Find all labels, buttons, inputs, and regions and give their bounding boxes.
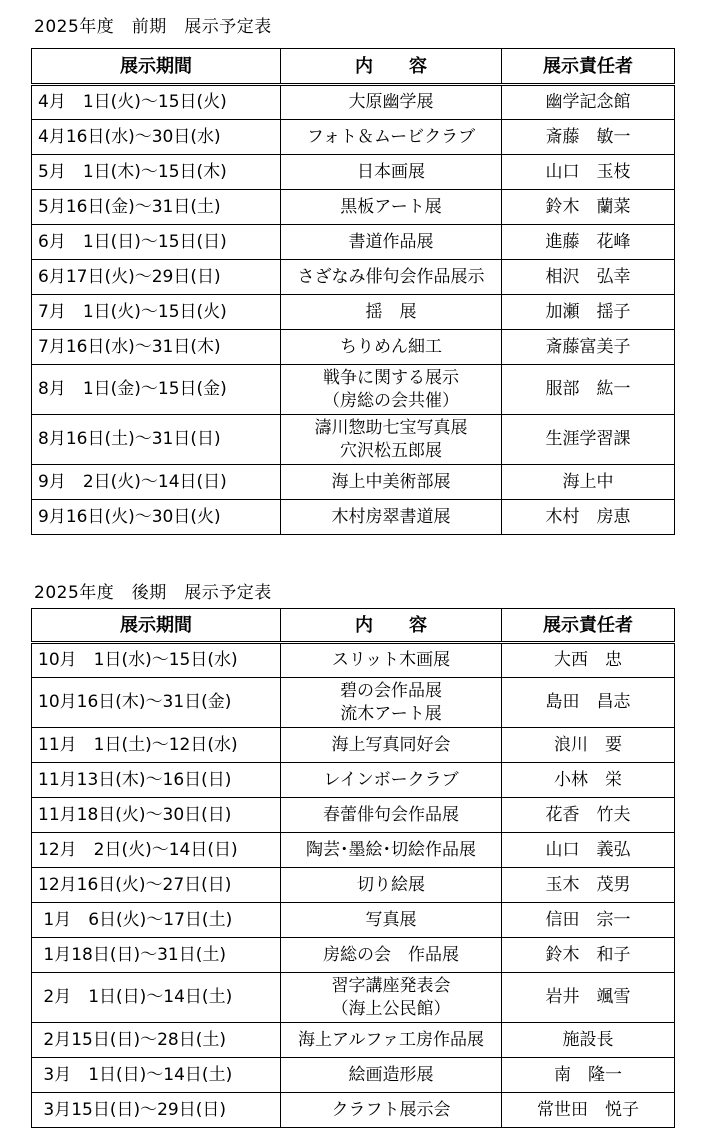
content-line: 揺 展: [365, 301, 417, 322]
content-cell: [281, 643, 502, 678]
table-row: [32, 295, 675, 330]
period-cell: 5月16日(金)～31日(土): [32, 190, 281, 225]
table-row: [32, 1093, 675, 1128]
table-row: [32, 833, 675, 868]
period-cell: 4月 1日(火)～15日(火): [32, 85, 281, 120]
content-line: 海上アルファ工房作品展: [298, 1029, 484, 1050]
owner-cell: 進藤 花峰: [502, 225, 675, 260]
table-row: [32, 728, 675, 763]
content-line: スリット木画展: [331, 650, 451, 670]
owner-cell: 加瀬 揺子: [502, 295, 675, 330]
period-cell: 11月13日(木)～16日(日): [32, 763, 281, 798]
table-row: [32, 120, 675, 155]
period-cell: 7月 1日(火)～15日(火): [32, 295, 281, 330]
period-cell: 3月 1日(日)～14日(土): [32, 1058, 281, 1093]
owner-cell: 斎藤 敏一: [502, 120, 675, 155]
period-cell: 6月 1日(日)～15日(日): [32, 225, 281, 260]
owner-cell: 鈴木 和子: [502, 938, 675, 973]
table-row: [32, 465, 675, 500]
content-line: 絵画造形展: [348, 1064, 434, 1085]
owner-cell: 小林 栄: [502, 763, 675, 798]
period-cell: 10月 1日(水)～15日(水): [32, 643, 281, 678]
table-row: [32, 763, 675, 798]
period-cell: 9月16日(火)～30日(火): [32, 500, 281, 535]
owner-cell: 常世田 悦子: [502, 1093, 675, 1128]
content-line: 濤川惣助七宝写真展: [314, 417, 468, 438]
content-line: レインボークラブ: [323, 769, 459, 790]
owner-cell: 玉木 茂男: [502, 868, 675, 903]
table-row: [32, 1023, 675, 1058]
content-line: （海上公民館）: [331, 998, 451, 1019]
owner-cell: 服部 紘一: [502, 365, 675, 415]
period-cell: 12月16日(火)～27日(日): [32, 868, 281, 903]
content-cell: [281, 155, 502, 190]
table-row: [32, 85, 675, 120]
table-row: [32, 973, 675, 1023]
content-line: ちりめん細工: [340, 336, 442, 357]
content-cell: [281, 973, 502, 1023]
owner-cell: 山口 玉枝: [502, 155, 675, 190]
table-row: [32, 260, 675, 295]
period-cell: 11月18日(火)～30日(日): [32, 798, 281, 833]
table-row: [32, 330, 675, 365]
content-cell: [281, 85, 502, 120]
content-line: クラフト展示会: [331, 1099, 451, 1120]
owner-cell: 鈴木 蘭菜: [502, 190, 675, 225]
content-line: 書道作品展: [348, 231, 434, 252]
content-line: 写真展: [365, 909, 417, 930]
period-cell: 9月 2日(火)～14日(日): [32, 465, 281, 500]
content-header: 内 容: [281, 49, 502, 85]
content-cell: [281, 763, 502, 798]
content-line: 日本画展: [357, 161, 425, 182]
period-cell: 12月 2日(火)～14日(日): [32, 833, 281, 868]
first-half-body: [32, 85, 675, 535]
content-line: 黒板アート展: [340, 196, 442, 217]
content-cell: [281, 365, 502, 415]
content-header: 内 容: [281, 609, 502, 643]
owner-header: 展示責任者: [502, 49, 675, 85]
owner-cell: 浪川 要: [502, 728, 675, 763]
content-line: 海上中美術部展: [331, 471, 451, 492]
period-header: 展示期間: [32, 609, 281, 643]
table-row: [32, 643, 675, 678]
owner-cell: 信田 宗一: [502, 903, 675, 938]
period-cell: 4月16日(水)～30日(水): [32, 120, 281, 155]
period-cell: 6月17日(火)～29日(日): [32, 260, 281, 295]
second-half-table: [31, 608, 675, 1128]
table-row: [32, 190, 675, 225]
content-cell: [281, 1023, 502, 1058]
content-line: フォト＆ムービクラブ: [306, 126, 476, 147]
content-cell: [281, 868, 502, 903]
period-cell: 2月15日(日)～28日(土): [32, 1023, 281, 1058]
period-header: 展示期間: [32, 49, 281, 85]
table-row: [32, 225, 675, 260]
period-cell: 1月18日(日)～31日(土): [32, 938, 281, 973]
period-cell: 2月 1日(日)～14日(土): [32, 973, 281, 1023]
content-cell: [281, 415, 502, 465]
table-row: [32, 415, 675, 465]
owner-cell: 岩井 颯雪: [502, 973, 675, 1023]
period-cell: 1月 6日(火)～17日(土): [32, 903, 281, 938]
owner-cell: 海上中: [502, 465, 675, 500]
content-cell: [281, 225, 502, 260]
table-row: [32, 903, 675, 938]
content-cell: [281, 903, 502, 938]
content-line: 流木アート展: [340, 703, 442, 724]
content-cell: [281, 1058, 502, 1093]
period-cell: 11月 1日(土)～12日(水): [32, 728, 281, 763]
owner-cell: 花香 竹夫: [502, 798, 675, 833]
table-header-row: [32, 609, 675, 643]
table-header-row: [32, 49, 675, 85]
content-line: 木村房翠書道展: [331, 506, 451, 527]
content-line: 戦争に関する展示: [323, 367, 459, 388]
content-line: 碧の会作品展: [340, 680, 442, 701]
table-row: [32, 1058, 675, 1093]
content-line: さざなみ俳句会作品展示: [297, 266, 485, 287]
content-cell: [281, 260, 502, 295]
table-row: [32, 678, 675, 728]
first-half-title: 2025年度 前期 展示予定表: [34, 17, 272, 37]
owner-cell: 施設長: [502, 1023, 675, 1058]
table-row: [32, 155, 675, 190]
content-line: 房総の会 作品展: [323, 944, 459, 965]
content-line: 習字講座発表会: [331, 975, 451, 996]
first-half-table: [31, 48, 675, 535]
content-line: 大原幽学展: [348, 92, 434, 112]
owner-cell: 島田 昌志: [502, 678, 675, 728]
table-row: [32, 798, 675, 833]
content-cell: [281, 295, 502, 330]
second-half-title: 2025年度 後期 展示予定表: [34, 583, 272, 603]
content-line: 切り絵展: [357, 874, 425, 895]
table-row: [32, 938, 675, 973]
content-line: 陶芸･墨絵･切絵作品展: [306, 839, 476, 860]
owner-cell: 幽学記念館: [502, 85, 675, 120]
content-cell: [281, 120, 502, 155]
period-cell: 10月16日(木)～31日(金): [32, 678, 281, 728]
period-cell: 7月16日(水)～31日(木): [32, 330, 281, 365]
table-row: [32, 365, 675, 415]
content-cell: [281, 330, 502, 365]
content-cell: [281, 465, 502, 500]
owner-cell: 木村 房恵: [502, 500, 675, 535]
content-cell: [281, 190, 502, 225]
owner-cell: 南 隆一: [502, 1058, 675, 1093]
owner-cell: 斎藤富美子: [502, 330, 675, 365]
owner-cell: 相沢 弘幸: [502, 260, 675, 295]
content-cell: [281, 938, 502, 973]
period-cell: 3月15日(日)～29日(日): [32, 1093, 281, 1128]
second-half-body: [32, 643, 675, 1128]
content-line: 春蕾俳句会作品展: [323, 804, 459, 825]
content-cell: [281, 798, 502, 833]
period-cell: 8月16日(土)～31日(日): [32, 415, 281, 465]
table-row: [32, 500, 675, 535]
content-line: 穴沢松五郎展: [340, 440, 442, 461]
owner-cell: 山口 義弘: [502, 833, 675, 868]
content-cell: [281, 1093, 502, 1128]
period-cell: 8月 1日(金)～15日(金): [32, 365, 281, 415]
owner-cell: 生涯学習課: [502, 415, 675, 465]
content-cell: [281, 728, 502, 763]
content-line: （房総の会共催）: [323, 390, 459, 411]
content-cell: [281, 678, 502, 728]
table-row: [32, 868, 675, 903]
period-cell: 5月 1日(木)～15日(木): [32, 155, 281, 190]
owner-header: 展示責任者: [502, 609, 675, 643]
content-cell: [281, 833, 502, 868]
content-cell: [281, 500, 502, 535]
content-line: 海上写真同好会: [331, 734, 451, 755]
owner-cell: 大西 忠: [502, 643, 675, 678]
